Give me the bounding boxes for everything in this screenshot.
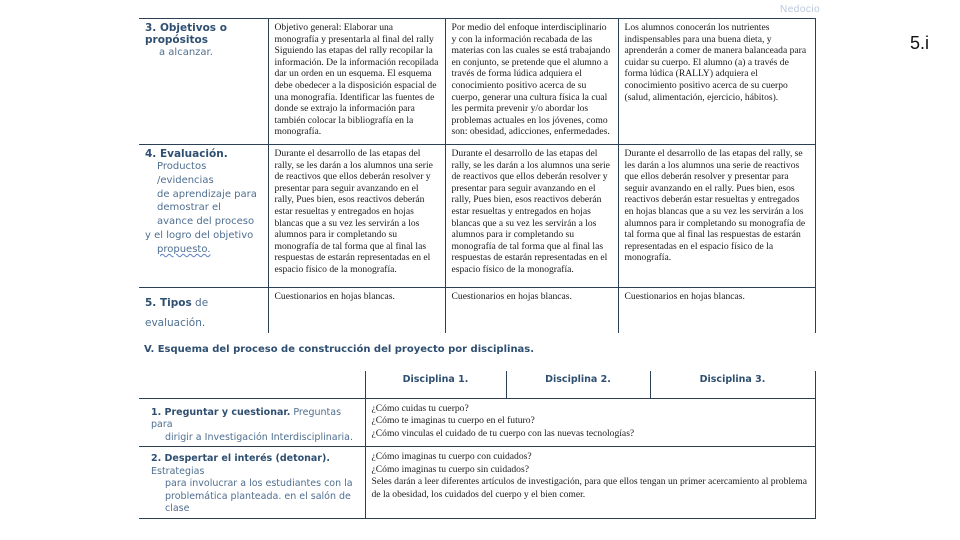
question-line: ¿Cómo cuidas tu cuerpo? [371, 402, 469, 414]
question-line: ¿Cómo te imaginas tu cuerpo en el futuro? [371, 415, 535, 426]
row-title-rest: Preguntas para [151, 406, 342, 430]
paragraph: Seles darán a leer diferentes artículos de investigación, para que ellos tengan un primer acercamiento al problema de la obesidad, los cuidados del cuerpo y el bien comer. [371, 476, 808, 500]
row-subtitle: a alcanzar. [159, 47, 213, 58]
table-row [139, 447, 815, 519]
row-title-rest: de evaluación. [145, 297, 209, 329]
row-subtitle-link [145, 243, 262, 257]
slide-number: 5.i [910, 33, 930, 53]
section-title: V. Esquema del proceso de construcción del proyecto por disciplinas. [144, 344, 535, 355]
table-cell: Durante el desarrollo de las etapas del rally, se les darán a los alumnos una serie de reactivos que ellos deberán resolver y presentar para seguir avanzando en el rally, Pues bien, esos reactivos deberán estar resueltas y entregados en hojas blancas que a su vez les servirán a los alumnos para ir completando su monografía de tal forma que al final las respuestas de estarán representadas en el espacio físico de la monografía. [445, 145, 618, 288]
row-subtitle-line: y el logro del objetivo [145, 229, 254, 241]
header-row [139, 371, 815, 398]
row-title-rest: Estrategias [151, 465, 205, 477]
objectives-evaluation-table [139, 18, 816, 333]
column-header: Disciplina 2. [506, 371, 650, 398]
merged-cell [365, 398, 815, 447]
row-label [139, 145, 268, 288]
row-subtitle: para involucrar a los estudiantes con la problemática planteada. en el salón de clase [165, 478, 353, 514]
disciplines-table [139, 371, 816, 519]
question-line: ¿Cómo imaginas tu cuerpo con cuidados? [371, 451, 532, 462]
row-subtitle-line: demostrar el [157, 202, 221, 214]
row-label [139, 398, 365, 447]
row-subtitle: dirigir a Investigación Interdisciplinaria. [165, 431, 353, 443]
table-cell: Durante el desarrollo de las etapas del rally, se les darán a los alumnos una serie de reactivos que ellos deberán resolver y presentar para seguir avanzando en el rally, Pues bien, esos reactivos deberán estar resueltas y entregados en hojas blancas que a su vez les servirán a los alumnos para ir completando su monografía de tal forma que al final las respuestas de estarán representadas en el espacio físico de la monografía. [268, 145, 445, 288]
faded-header-text: Nedocio [780, 4, 821, 15]
row-label [139, 447, 365, 519]
row-subtitle-line: avance del proceso [157, 216, 255, 228]
table-cell: Durante el desarrollo de las etapas del rally, se les darán a los alumnos una serie de reactivos que ellos deberán resolver y presentar para seguir avanzando en el rally. Pues bien, esos reactivos deberán estar resueltas y entregados en hojas blancas que a su vez les servirán a los alumnos para ir completando su monografía de tal forma que al final las respuestas de estarán representadas en el espacio físico de la monografía. [618, 145, 815, 288]
table-row [139, 19, 815, 145]
table-cell: Por medio del enfoque interdisciplinario y con la información recabada de las materias con las cuales se está trabajando en conjunto, se pretende que el alumno a través de forma lúdica adquiera el conocimiento positivo acerca de su cuerpo, generar una cultura física la cual les permita prevenir y/o abordar los problemas actuales en los jóvenes, como son: obesidad, adicciones, enfermedades. [445, 19, 618, 145]
question-line: ¿Cómo imaginas tu cuerpo sin cuidados? [371, 463, 529, 475]
merged-cell [365, 447, 815, 519]
column-header: Disciplina 3. [650, 371, 815, 398]
row-title: 2. Despertar el interés (detonar). [151, 453, 330, 464]
column-header: Disciplina 1. [365, 371, 506, 398]
table-row [139, 398, 815, 447]
spellcheck-underlined-word: propuesto. [157, 243, 211, 255]
empty-header-cell [139, 371, 365, 398]
question-line: ¿Cómo vinculas el cuidado de tu cuerpo con las nuevas tecnologías? [371, 427, 635, 439]
row-label [139, 19, 268, 145]
row-title: 4. Evaluación. [145, 148, 228, 160]
row-subtitle-line: de aprendizaje para [157, 188, 257, 200]
table-cell: Objetivo general: Elaborar una monografía y presentarla al final del rally Siguiendo las etapas del rally recopilar la información. De la información recopilada dar un orden en un esquema. El esquema debe obedecer a la disposición espacial de una monografía. Identificar las fuentes de donde se extrajo la información para también colocar la bibliografía en la monografía. [268, 19, 445, 145]
row-subtitle-line: Productos /evidencias [157, 161, 214, 186]
row-label [139, 288, 268, 333]
row-title: 1. Preguntar y cuestionar. [151, 406, 291, 418]
table-cell: Los alumnos conocerán los nutrientes indispensables para una buena dieta, y aprenderán a comer de manera balanceada para cuidar su cuerpo. El alumno (a) a través de forma lúdica (RALLY) adquiera el conocimiento positivo acerca de su cuerpo (salud, alimentación, ejercicio, hábitos). [618, 19, 815, 145]
table-cell: Cuestionarios en hojas blancas. [268, 288, 445, 333]
row-title: 5. Tipos [145, 297, 192, 309]
row-title: 3. Objetivos o propósitos [145, 22, 227, 46]
table-row [139, 145, 815, 288]
table-cell: Cuestionarios en hojas blancas. [445, 288, 618, 333]
table-row [139, 288, 815, 333]
table-cell: Cuestionarios en hojas blancas. [618, 288, 815, 333]
